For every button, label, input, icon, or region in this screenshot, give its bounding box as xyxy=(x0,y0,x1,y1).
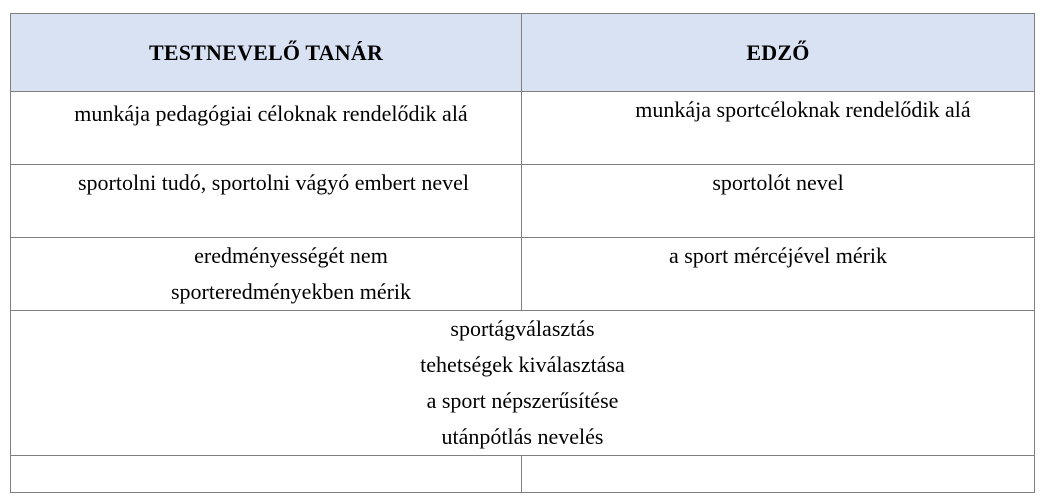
cell-text: a sport mércéjével mérik xyxy=(668,243,888,268)
header-cell-teacher: TESTNEVELŐ TANÁR xyxy=(11,14,522,92)
cell-text: eredményességét nem sporteredményekben mérik xyxy=(170,243,412,304)
table-cell xyxy=(522,165,1035,238)
table-cell xyxy=(11,238,522,311)
table-cell xyxy=(11,165,522,238)
shared-item: tehetségek kiválasztása xyxy=(420,352,625,377)
shared-cell xyxy=(11,311,1035,456)
table-row xyxy=(11,92,1035,165)
cell-text: munkája sportcéloknak rendelődik alá xyxy=(635,97,971,122)
header-row xyxy=(11,14,1035,92)
empty-row xyxy=(11,456,1035,493)
cell-text: sportolót nevel xyxy=(712,170,844,195)
table-cell xyxy=(522,92,1035,165)
table-row xyxy=(11,165,1035,238)
cell-text: sportolni tudó, sportolni vágyó embert nevel xyxy=(77,170,470,195)
empty-cell xyxy=(11,456,522,493)
cell-text: munkája pedagógiai céloknak rendelődik alá xyxy=(74,101,468,126)
table-cell xyxy=(522,238,1035,311)
table-cell xyxy=(11,92,522,165)
shared-item: sportágválasztás xyxy=(450,316,595,341)
shared-item: utánpótlás nevelés xyxy=(441,424,604,449)
shared-item: a sport népszerűsítése xyxy=(426,388,619,413)
comparison-table xyxy=(10,13,1035,493)
table-row xyxy=(11,238,1035,311)
empty-cell xyxy=(522,456,1035,493)
header-cell-coach: EDZŐ xyxy=(522,14,1035,92)
shared-row xyxy=(11,311,1035,456)
